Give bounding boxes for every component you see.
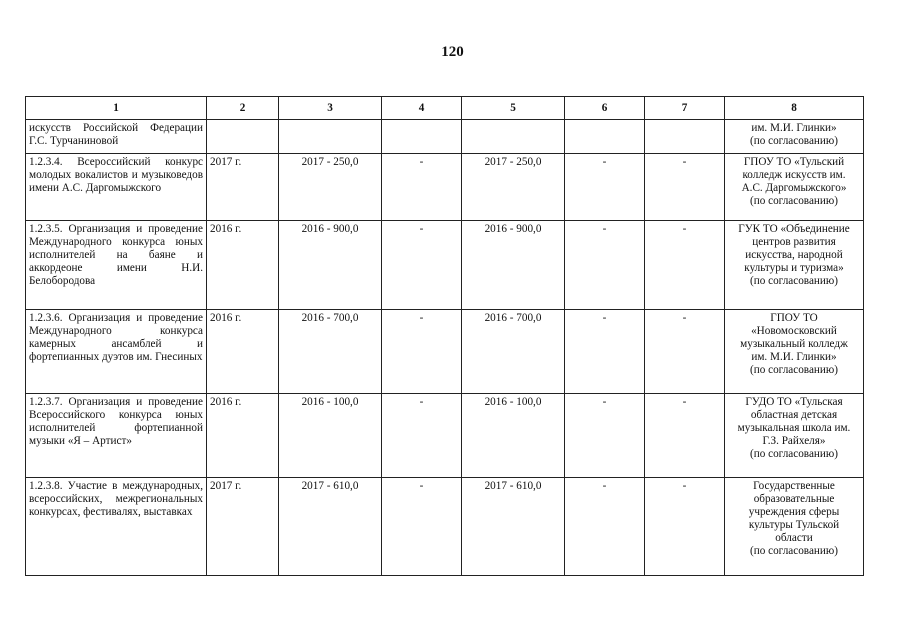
local-budget-cell: -	[565, 310, 645, 394]
activity-cell: 1.2.3.4. Всероссийский конкурс молодых вокалистов и музыковедов имени А.С. Даргомыжского	[26, 154, 207, 221]
regional-budget-cell: 2016 - 100,0	[462, 394, 565, 478]
executor-line: областная детская	[750, 409, 838, 421]
executor-line: Г.З. Райхеля»	[762, 435, 826, 447]
federal-budget-cell	[382, 120, 462, 154]
table-row	[26, 120, 864, 154]
executor-line: (по согласованию)	[750, 364, 838, 376]
executor-line: (по согласованию)	[750, 195, 838, 207]
column-header: 4	[382, 97, 462, 120]
table-header-row	[26, 97, 864, 120]
column-header: 1	[26, 97, 207, 120]
total-funding-cell: 2016 - 900,0	[279, 221, 382, 310]
executor-line: культуры Тульской	[748, 519, 840, 531]
executor-line: музыкальный колледж	[740, 338, 848, 350]
federal-budget-cell: -	[382, 394, 462, 478]
executor-cell	[725, 221, 864, 310]
federal-budget-cell: -	[382, 154, 462, 221]
executor-line: (по согласованию)	[750, 448, 838, 460]
table-row	[26, 310, 864, 394]
regional-budget-cell: 2016 - 900,0	[462, 221, 565, 310]
column-header: 8	[725, 97, 864, 120]
column-header: 2	[207, 97, 279, 120]
executor-line: музыкальная школа им.	[737, 422, 851, 434]
executor-line: А.С. Даргомыжского»	[741, 182, 847, 194]
other-sources-cell: -	[645, 478, 725, 576]
total-funding-cell: 2016 - 100,0	[279, 394, 382, 478]
table-row	[26, 154, 864, 221]
column-header: 3	[279, 97, 382, 120]
activity-cell: 1.2.3.8. Участие в международных, всероссийских, межрегиональных конкурсах, фестивалях, выставках	[26, 478, 207, 576]
other-sources-cell: -	[645, 394, 725, 478]
executor-cell	[725, 154, 864, 221]
activity-cell: 1.2.3.5. Организация и проведение Международного конкурса юных исполнителей на баяне и аккордеоне имени Н.И. Белобородова	[26, 221, 207, 310]
period-cell: 2016 г.	[207, 310, 279, 394]
other-sources-cell	[645, 120, 725, 154]
table-row	[26, 221, 864, 310]
table-row	[26, 394, 864, 478]
federal-budget-cell: -	[382, 310, 462, 394]
page-number: 120	[441, 44, 464, 60]
executor-line: ГУК ТО «Объединение	[738, 223, 850, 235]
executor-line: искусства, народной	[745, 249, 843, 261]
period-cell: 2017 г.	[207, 154, 279, 221]
local-budget-cell: -	[565, 478, 645, 576]
regional-budget-cell: 2017 - 610,0	[462, 478, 565, 576]
activity-cell: 1.2.3.7. Организация и проведение Всероссийского конкурса юных исполнителей фортепианной музыки «Я – Артист»	[26, 394, 207, 478]
executor-cell	[725, 310, 864, 394]
period-cell: 2017 г.	[207, 478, 279, 576]
period-cell	[207, 120, 279, 154]
period-cell: 2016 г.	[207, 221, 279, 310]
executor-cell	[725, 120, 864, 154]
executor-line: (по согласованию)	[750, 275, 838, 287]
executor-line: культуры и туризма»	[744, 262, 844, 274]
executor-line: образовательные	[753, 493, 835, 505]
activity-cell: 1.2.3.6. Организация и проведение Международного конкурса камерных ансамблей и фортепианных дуэтов им. Гнесиных	[26, 310, 207, 394]
local-budget-cell: -	[565, 154, 645, 221]
executor-line: Государственные	[753, 480, 835, 492]
column-header: 7	[645, 97, 725, 120]
total-funding-cell: 2017 - 610,0	[279, 478, 382, 576]
local-budget-cell: -	[565, 221, 645, 310]
other-sources-cell: -	[645, 310, 725, 394]
table-row	[26, 478, 864, 576]
federal-budget-cell: -	[382, 478, 462, 576]
local-budget-cell	[565, 120, 645, 154]
other-sources-cell: -	[645, 221, 725, 310]
executor-cell	[725, 478, 864, 576]
column-header: 5	[462, 97, 565, 120]
executor-line: ГПОУ ТО	[770, 312, 818, 324]
local-budget-cell: -	[565, 394, 645, 478]
regional-budget-cell	[462, 120, 565, 154]
other-sources-cell: -	[645, 154, 725, 221]
executor-cell	[725, 394, 864, 478]
executor-line: (по согласованию)	[750, 135, 838, 147]
period-cell: 2016 г.	[207, 394, 279, 478]
executor-line: (по согласованию)	[750, 545, 838, 557]
executor-line: ГПОУ ТО «Тульский	[743, 156, 845, 168]
executor-line: центров развития	[752, 236, 836, 248]
executor-line: ГУДО ТО «Тульская	[745, 396, 843, 408]
total-funding-cell: 2016 - 700,0	[279, 310, 382, 394]
program-table	[25, 96, 864, 576]
federal-budget-cell: -	[382, 221, 462, 310]
executor-line: им. М.И. Глинки»	[751, 351, 837, 363]
activity-cell: искусств Российской Федерации Г.С. Турчаниновой	[26, 120, 207, 154]
regional-budget-cell: 2017 - 250,0	[462, 154, 565, 221]
total-funding-cell: 2017 - 250,0	[279, 154, 382, 221]
column-header: 6	[565, 97, 645, 120]
executor-line: учреждения сферы	[748, 506, 840, 518]
executor-line: им. М.И. Глинки»	[751, 122, 837, 134]
regional-budget-cell: 2016 - 700,0	[462, 310, 565, 394]
executor-line: «Новомосковский	[751, 325, 837, 337]
total-funding-cell	[279, 120, 382, 154]
executor-line: области	[775, 532, 813, 544]
executor-line: колледж искусств им.	[742, 169, 846, 181]
